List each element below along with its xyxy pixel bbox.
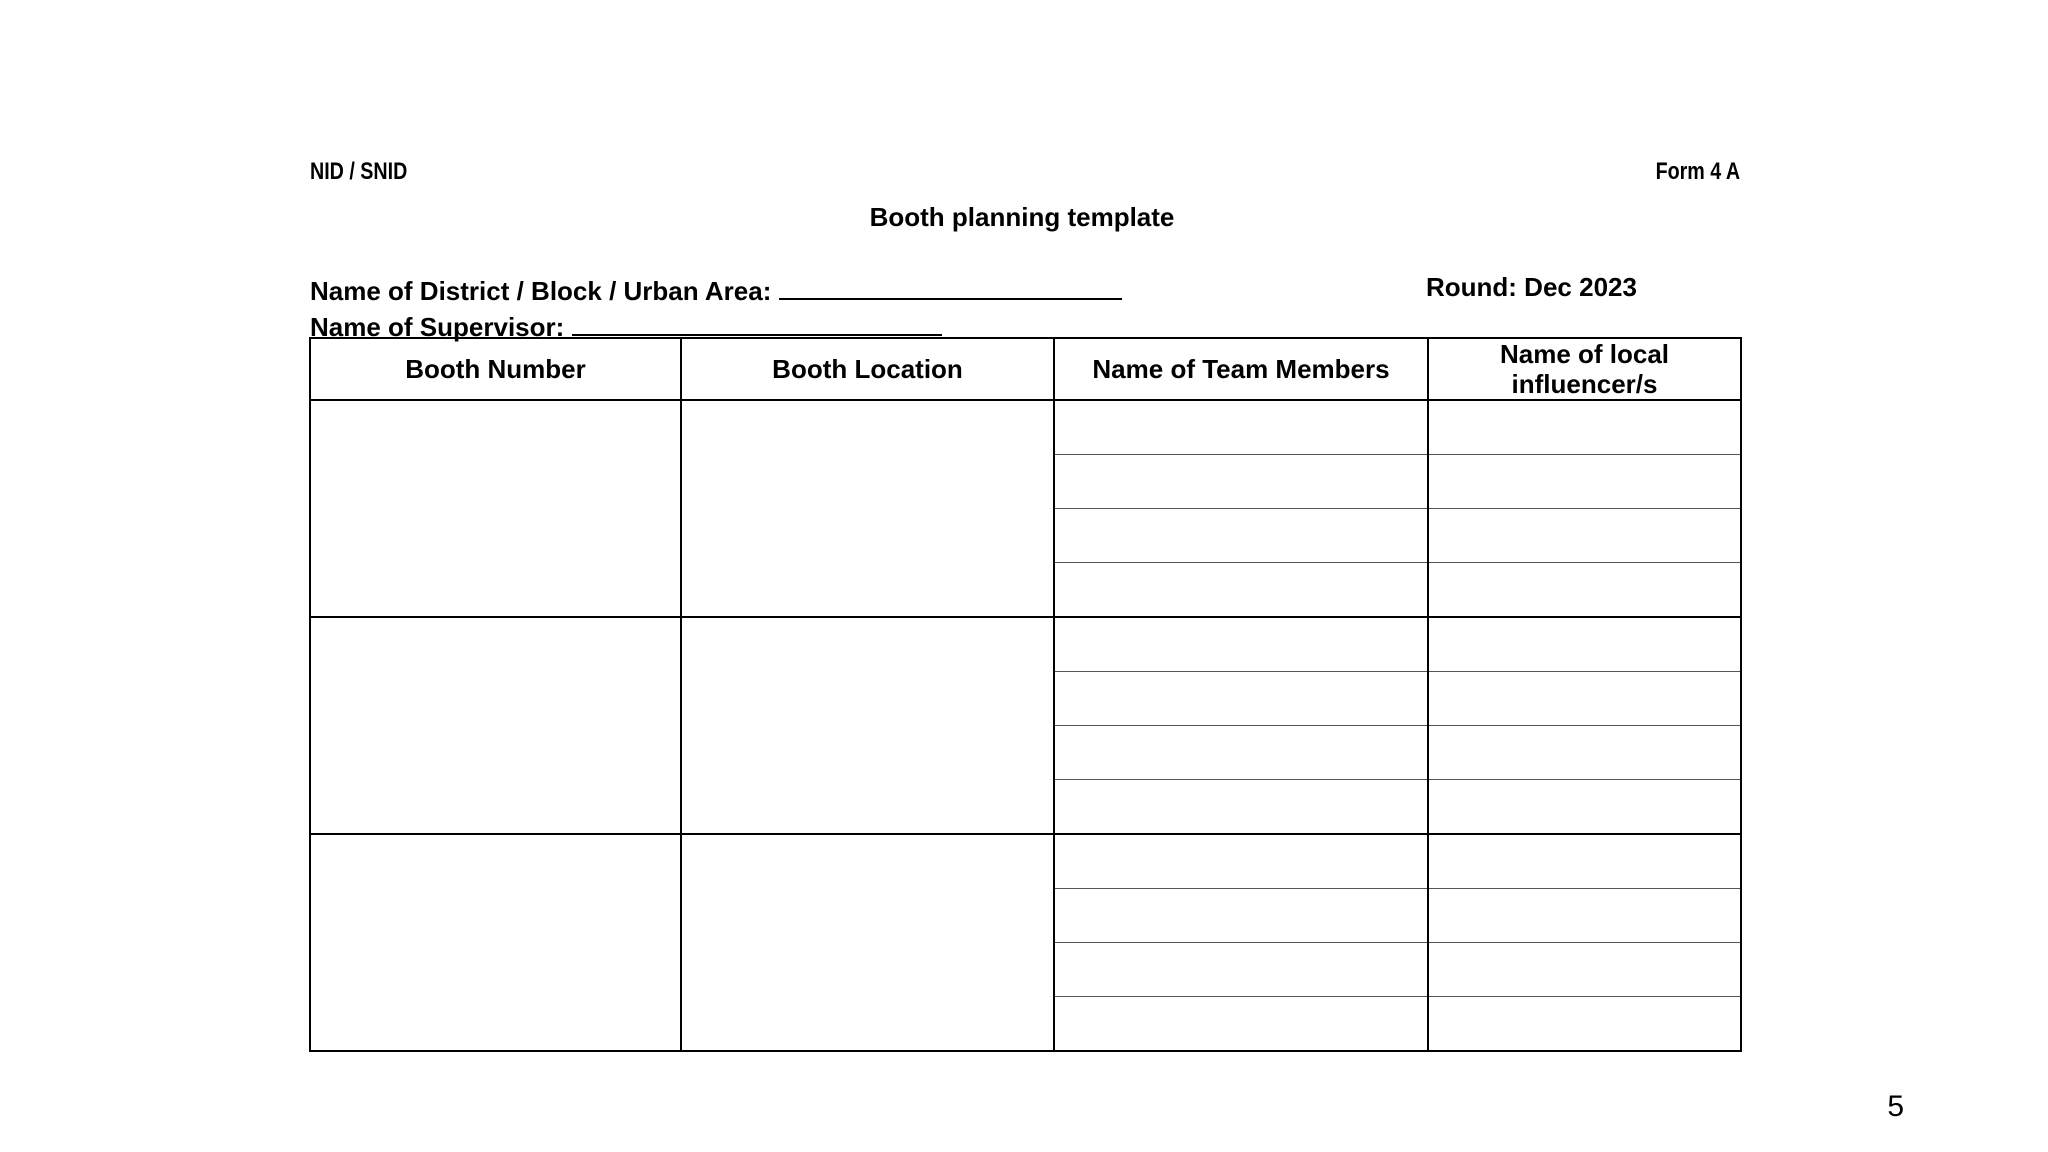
team-member-cell[interactable]: [1054, 672, 1428, 726]
influencer-cell[interactable]: [1428, 997, 1741, 1052]
team-member-cell[interactable]: [1054, 455, 1428, 509]
team-member-cell[interactable]: [1054, 726, 1428, 780]
booth-location-cell[interactable]: [681, 617, 1054, 834]
table-row: [310, 617, 1741, 672]
team-member-cell[interactable]: [1054, 943, 1428, 997]
booth-location-cell[interactable]: [681, 400, 1054, 617]
team-member-cell[interactable]: [1054, 780, 1428, 835]
team-member-cell[interactable]: [1054, 400, 1428, 455]
team-member-cell[interactable]: [1054, 563, 1428, 618]
team-member-cell[interactable]: [1054, 509, 1428, 563]
influencer-cell[interactable]: [1428, 943, 1741, 997]
page-title: [0, 202, 2048, 233]
table-row: [310, 834, 1741, 889]
booth-number-cell[interactable]: [310, 400, 681, 617]
team-member-cell[interactable]: [1054, 617, 1428, 672]
influencer-cell[interactable]: [1428, 400, 1741, 455]
booth-number-cell[interactable]: [310, 617, 681, 834]
form-number: Form 4 A: [1655, 158, 1740, 185]
influencer-cell[interactable]: [1428, 455, 1741, 509]
table-row: [310, 400, 1741, 455]
influencer-cell[interactable]: [1428, 834, 1741, 889]
form-code: NID / SNID: [310, 158, 408, 185]
team-member-cell[interactable]: [1054, 889, 1428, 943]
page-number: 5: [1887, 1090, 1904, 1123]
team-member-cell[interactable]: [1054, 997, 1428, 1052]
column-header-booth-number: Booth Number: [310, 338, 681, 400]
booth-planning-table-wrapper: [309, 337, 1740, 1065]
column-header-local-influencers: Name of local influencer/s: [1428, 338, 1741, 400]
district-blank-line[interactable]: [779, 272, 1122, 300]
round-label: Round: Dec 2023: [1426, 272, 1637, 302]
influencer-cell[interactable]: [1428, 672, 1741, 726]
table-header-row: [310, 338, 1741, 400]
page-title-text: Booth planning template: [869, 202, 1175, 232]
influencer-cell[interactable]: [1428, 780, 1741, 835]
booth-location-cell[interactable]: [681, 834, 1054, 1051]
column-header-team-members: Name of Team Members: [1054, 338, 1428, 400]
supervisor-label: Name of Supervisor:: [310, 312, 565, 342]
booth-planning-table: [309, 337, 1742, 1052]
team-member-cell[interactable]: [1054, 834, 1428, 889]
influencer-cell[interactable]: [1428, 563, 1741, 618]
column-header-booth-location: Booth Location: [681, 338, 1054, 400]
influencer-cell[interactable]: [1428, 889, 1741, 943]
influencer-cell[interactable]: [1428, 509, 1741, 563]
influencer-cell[interactable]: [1428, 617, 1741, 672]
influencer-cell[interactable]: [1428, 726, 1741, 780]
district-field: [310, 272, 1122, 307]
district-label: Name of District / Block / Urban Area:: [310, 276, 772, 306]
supervisor-blank-line[interactable]: [572, 308, 942, 336]
booth-number-cell[interactable]: [310, 834, 681, 1051]
